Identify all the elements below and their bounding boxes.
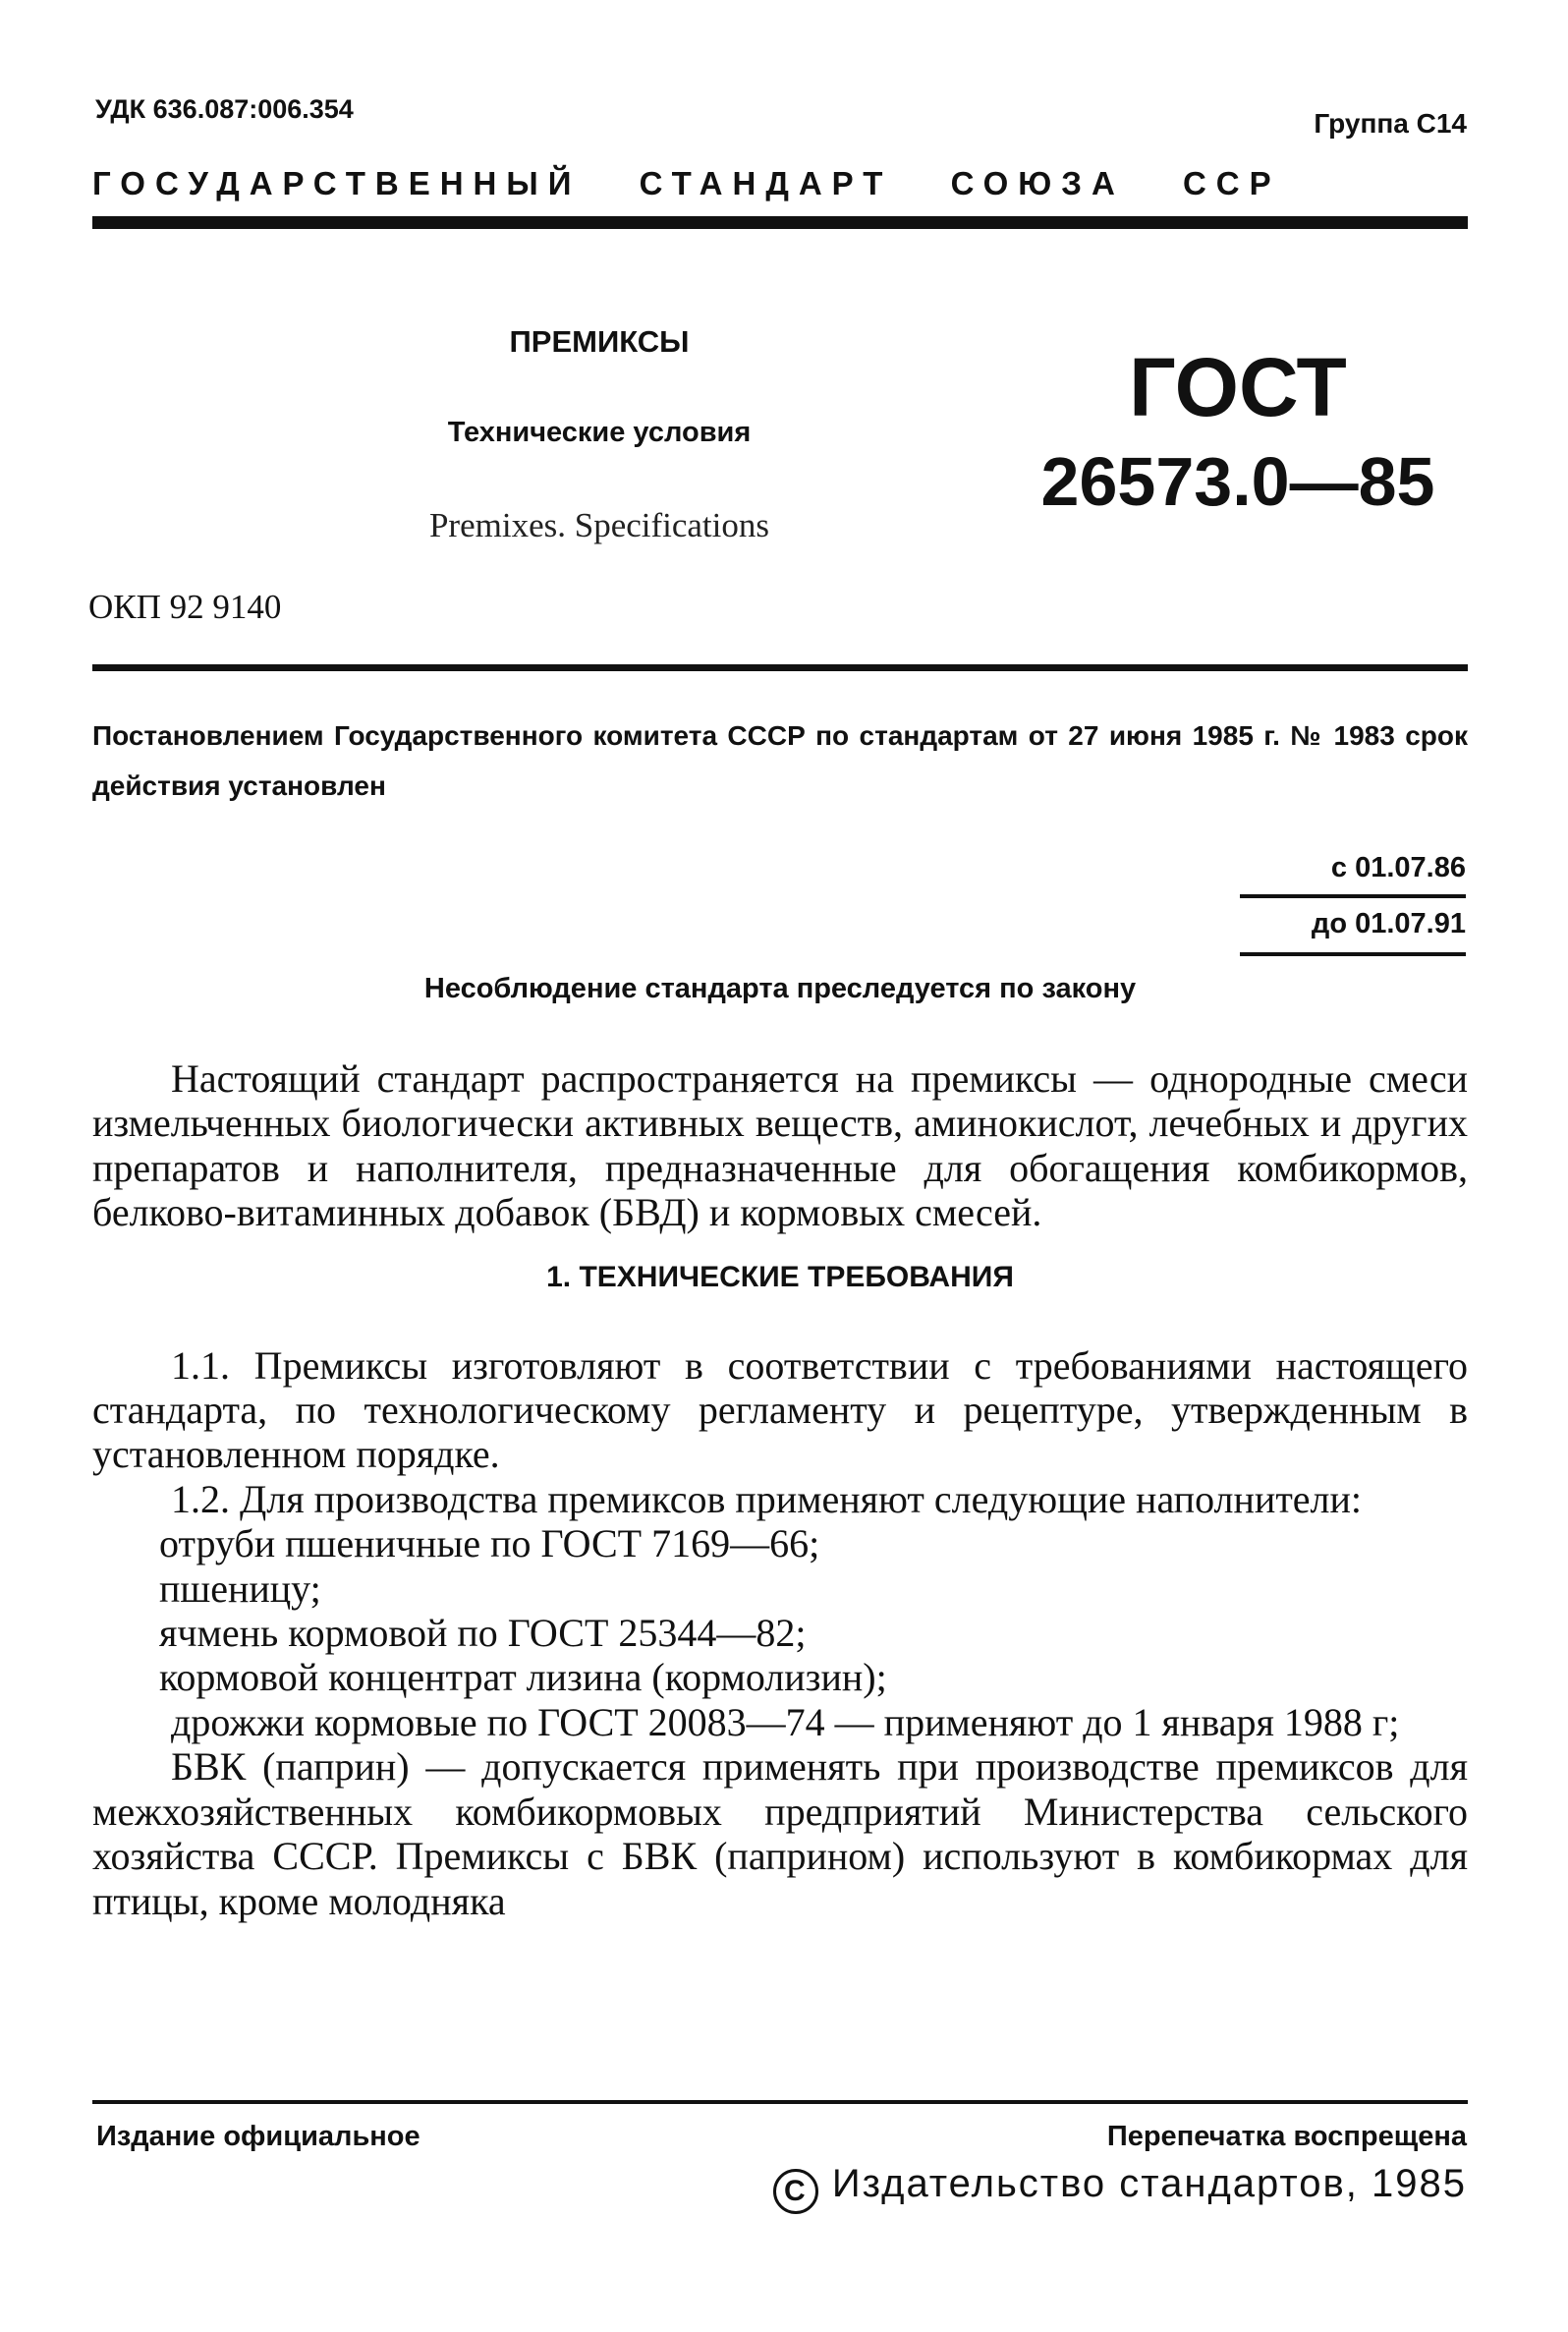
date-from: с 01.07.86 [1240, 842, 1466, 898]
reprint-notice: Перепечатка воспрещена [1106, 2121, 1467, 2152]
intro-paragraph: Настоящий стандарт распространяется на премиксы — однородные смеси измельченных биологически активных веществ, аминокислот, лечебных и других препаратов и наполнителя, предназначенные для обогащения комбикормов, белково-витаминных добавок (БВД) и кормовых смесей. [92, 1056, 1468, 1235]
standard-header-title: ГОСУДАРСТВЕННЫЙ СТАНДАРТ СОЮЗА ССР [92, 165, 1281, 201]
edition-label: Издание официальное [96, 2121, 420, 2152]
document-subtitle: Технические условия [447, 417, 752, 448]
section-heading: 1. ТЕХНИЧЕСКИЕ ТРЕБОВАНИЯ [546, 1260, 1014, 1293]
udk-code: УДК 636.087:006.354 [95, 94, 354, 124]
list-item: кормовой концентрат лизина (кормолизин); [159, 1655, 887, 1700]
bvk-paragraph: БВК (паприн) — допускается применять при производстве премиксов для межхозяйственных комбикормовых предприятий Министерства сельского хозяйства СССР. Премиксы с БВК (паприном) используют в комбикормах для птицы, кроме молодняка [92, 1744, 1468, 1923]
body-text [92, 1056, 1468, 1923]
list-item: пшеницу; [159, 1565, 321, 1611]
validity-dates [1240, 842, 1466, 956]
copyright-icon: С [773, 2169, 818, 2214]
header-rule [92, 216, 1468, 229]
document-subtitle-english: Premixes. Specifications [428, 506, 770, 544]
document-title: ПРЕМИКСЫ [509, 324, 690, 359]
title-block [324, 324, 874, 545]
group-code: Группа С14 [1314, 108, 1467, 139]
gost-number: 26573.0—85 [1040, 443, 1435, 521]
publisher-name: Издательство стандартов, 1985 [831, 2162, 1467, 2205]
list-item: отруби пшеничные по ГОСТ 7169—66; [159, 1521, 820, 1566]
gost-block [1022, 341, 1454, 521]
list-item: ячмень кормовой по ГОСТ 25344—82; [159, 1611, 807, 1656]
okp-code: ОКП 92 9140 [88, 588, 282, 626]
list-item-yeast: дрожжи кормовые по ГОСТ 20083—74 — применяют до 1 января 1988 г; [171, 1699, 1400, 1744]
decree-text: Постановлением Государственного комитета СССР по стандартам от 27 июня 1985 г. № 1983 срок действия установлен [92, 720, 1468, 801]
section-rule [92, 664, 1468, 671]
publisher-line [773, 2162, 1467, 2214]
footer-rule [92, 2100, 1468, 2104]
gost-label: ГОСТ [1129, 341, 1347, 433]
clause-1-2: 1.2. Для производства премиксов применяют следующие наполнители: [171, 1476, 1363, 1521]
legal-warning: Несоблюдение стандарта преследуется по закону [423, 973, 1137, 1004]
date-to: до 01.07.91 [1240, 898, 1466, 956]
clause-1-1: 1.1. Премиксы изготовляют в соответствии с требованиями настоящего стандарта, по технологическому регламенту и рецептуре, утвержденным в установленном порядке. [92, 1342, 1468, 1477]
